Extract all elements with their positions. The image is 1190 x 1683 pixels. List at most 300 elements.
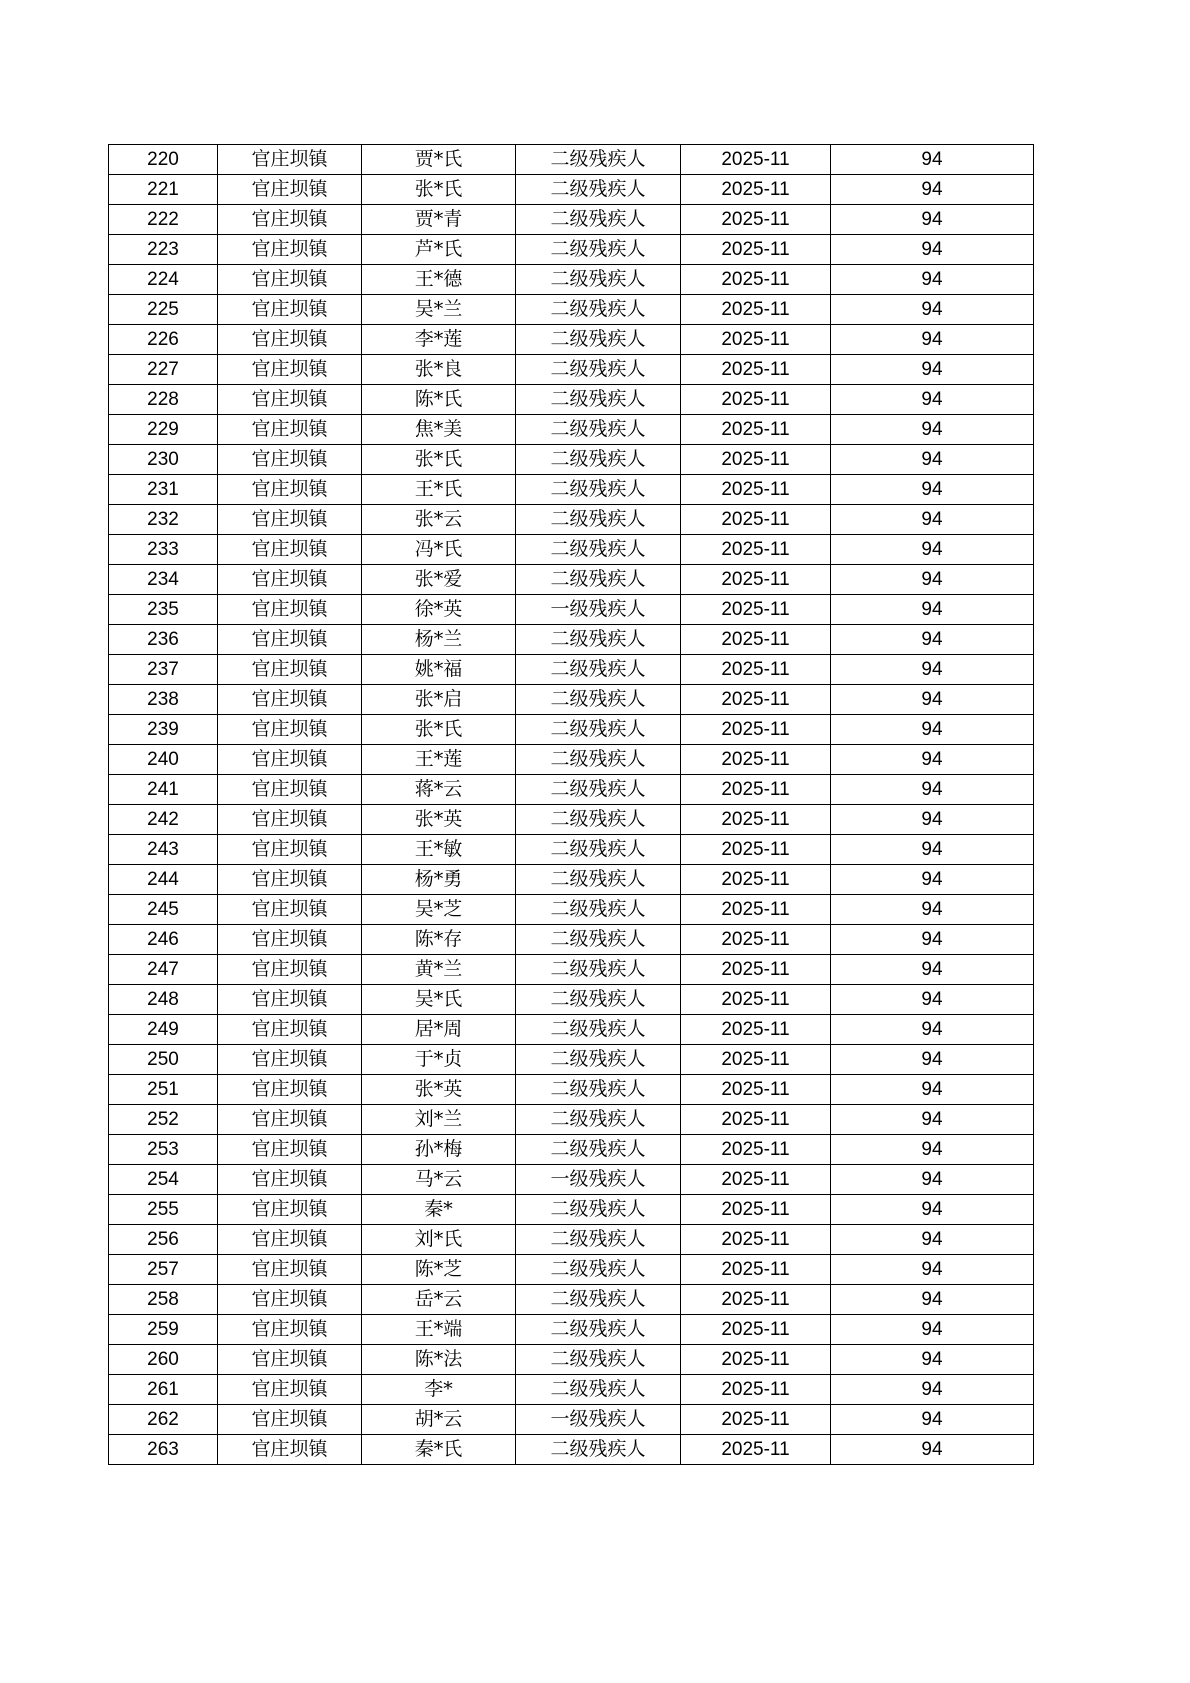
town-cell: 官庄坝镇 xyxy=(218,805,362,835)
town-cell: 官庄坝镇 xyxy=(218,265,362,295)
payment-month-cell: 2025-11 xyxy=(681,415,831,445)
town-cell: 官庄坝镇 xyxy=(218,985,362,1015)
payment-month-cell: 2025-11 xyxy=(681,295,831,325)
table-row xyxy=(109,1075,1034,1105)
town-cell: 官庄坝镇 xyxy=(218,445,362,475)
person-name-cell: 张*启 xyxy=(362,685,516,715)
disability-level-cell: 二级残疾人 xyxy=(516,685,681,715)
person-name-cell: 贾*氏 xyxy=(362,145,516,175)
person-name-cell: 张*云 xyxy=(362,505,516,535)
disability-level-cell: 二级残疾人 xyxy=(516,355,681,385)
row-number-cell: 230 xyxy=(109,445,218,475)
town-cell: 官庄坝镇 xyxy=(218,235,362,265)
person-name-cell: 王*德 xyxy=(362,265,516,295)
amount-cell: 94 xyxy=(831,295,1034,325)
town-cell: 官庄坝镇 xyxy=(218,625,362,655)
disability-level-cell: 二级残疾人 xyxy=(516,715,681,745)
row-number-cell: 226 xyxy=(109,325,218,355)
person-name-cell: 秦*氏 xyxy=(362,1435,516,1465)
disability-level-cell: 二级残疾人 xyxy=(516,1045,681,1075)
row-number-cell: 227 xyxy=(109,355,218,385)
amount-cell: 94 xyxy=(831,1255,1034,1285)
town-cell: 官庄坝镇 xyxy=(218,205,362,235)
table-row xyxy=(109,805,1034,835)
payment-month-cell: 2025-11 xyxy=(681,325,831,355)
row-number-cell: 248 xyxy=(109,985,218,1015)
row-number-cell: 240 xyxy=(109,745,218,775)
payment-month-cell: 2025-11 xyxy=(681,1255,831,1285)
town-cell: 官庄坝镇 xyxy=(218,775,362,805)
disability-level-cell: 二级残疾人 xyxy=(516,895,681,925)
payment-month-cell: 2025-11 xyxy=(681,175,831,205)
town-cell: 官庄坝镇 xyxy=(218,295,362,325)
disability-level-cell: 二级残疾人 xyxy=(516,325,681,355)
table-row xyxy=(109,325,1034,355)
payment-month-cell: 2025-11 xyxy=(681,145,831,175)
disability-level-cell: 二级残疾人 xyxy=(516,835,681,865)
person-name-cell: 王*端 xyxy=(362,1315,516,1345)
row-number-cell: 239 xyxy=(109,715,218,745)
payment-month-cell: 2025-11 xyxy=(681,265,831,295)
table-row xyxy=(109,565,1034,595)
table-row xyxy=(109,625,1034,655)
disability-level-cell: 二级残疾人 xyxy=(516,1195,681,1225)
table-row xyxy=(109,1045,1034,1075)
person-name-cell: 李*莲 xyxy=(362,325,516,355)
table-row xyxy=(109,1105,1034,1135)
payment-month-cell: 2025-11 xyxy=(681,1165,831,1195)
town-cell: 官庄坝镇 xyxy=(218,1405,362,1435)
person-name-cell: 马*云 xyxy=(362,1165,516,1195)
row-number-cell: 238 xyxy=(109,685,218,715)
row-number-cell: 232 xyxy=(109,505,218,535)
row-number-cell: 225 xyxy=(109,295,218,325)
table-row xyxy=(109,595,1034,625)
person-name-cell: 秦* xyxy=(362,1195,516,1225)
amount-cell: 94 xyxy=(831,655,1034,685)
town-cell: 官庄坝镇 xyxy=(218,1045,362,1075)
amount-cell: 94 xyxy=(831,145,1034,175)
amount-cell: 94 xyxy=(831,685,1034,715)
table-row xyxy=(109,505,1034,535)
table-row xyxy=(109,1375,1034,1405)
payment-month-cell: 2025-11 xyxy=(681,535,831,565)
row-number-cell: 255 xyxy=(109,1195,218,1225)
amount-cell: 94 xyxy=(831,1405,1034,1435)
amount-cell: 94 xyxy=(831,1045,1034,1075)
town-cell: 官庄坝镇 xyxy=(218,175,362,205)
person-name-cell: 岳*云 xyxy=(362,1285,516,1315)
town-cell: 官庄坝镇 xyxy=(218,895,362,925)
person-name-cell: 焦*美 xyxy=(362,415,516,445)
payment-month-cell: 2025-11 xyxy=(681,775,831,805)
person-name-cell: 张*英 xyxy=(362,805,516,835)
amount-cell: 94 xyxy=(831,1105,1034,1135)
person-name-cell: 于*贞 xyxy=(362,1045,516,1075)
payment-month-cell: 2025-11 xyxy=(681,745,831,775)
disability-level-cell: 二级残疾人 xyxy=(516,505,681,535)
person-name-cell: 吴*兰 xyxy=(362,295,516,325)
person-name-cell: 王*敏 xyxy=(362,835,516,865)
table-row xyxy=(109,445,1034,475)
town-cell: 官庄坝镇 xyxy=(218,685,362,715)
row-number-cell: 235 xyxy=(109,595,218,625)
person-name-cell: 姚*福 xyxy=(362,655,516,685)
payment-month-cell: 2025-11 xyxy=(681,955,831,985)
disability-level-cell: 二级残疾人 xyxy=(516,625,681,655)
amount-cell: 94 xyxy=(831,175,1034,205)
disability-level-cell: 一级残疾人 xyxy=(516,1405,681,1435)
town-cell: 官庄坝镇 xyxy=(218,1105,362,1135)
amount-cell: 94 xyxy=(831,475,1034,505)
amount-cell: 94 xyxy=(831,385,1034,415)
person-name-cell: 贾*青 xyxy=(362,205,516,235)
amount-cell: 94 xyxy=(831,1345,1034,1375)
amount-cell: 94 xyxy=(831,775,1034,805)
row-number-cell: 262 xyxy=(109,1405,218,1435)
disability-level-cell: 二级残疾人 xyxy=(516,205,681,235)
town-cell: 官庄坝镇 xyxy=(218,1165,362,1195)
person-name-cell: 张*良 xyxy=(362,355,516,385)
row-number-cell: 243 xyxy=(109,835,218,865)
town-cell: 官庄坝镇 xyxy=(218,355,362,385)
town-cell: 官庄坝镇 xyxy=(218,745,362,775)
amount-cell: 94 xyxy=(831,235,1034,265)
amount-cell: 94 xyxy=(831,925,1034,955)
table-row xyxy=(109,1435,1034,1465)
payment-month-cell: 2025-11 xyxy=(681,715,831,745)
payment-month-cell: 2025-11 xyxy=(681,1345,831,1375)
town-cell: 官庄坝镇 xyxy=(218,715,362,745)
town-cell: 官庄坝镇 xyxy=(218,1285,362,1315)
roster-body xyxy=(109,145,1034,1465)
payment-month-cell: 2025-11 xyxy=(681,355,831,385)
amount-cell: 94 xyxy=(831,715,1034,745)
person-name-cell: 黄*兰 xyxy=(362,955,516,985)
person-name-cell: 王*氏 xyxy=(362,475,516,505)
town-cell: 官庄坝镇 xyxy=(218,925,362,955)
table-row xyxy=(109,475,1034,505)
payment-month-cell: 2025-11 xyxy=(681,655,831,685)
person-name-cell: 吴*芝 xyxy=(362,895,516,925)
town-cell: 官庄坝镇 xyxy=(218,1075,362,1105)
row-number-cell: 221 xyxy=(109,175,218,205)
town-cell: 官庄坝镇 xyxy=(218,385,362,415)
payment-month-cell: 2025-11 xyxy=(681,1195,831,1225)
person-name-cell: 陈*氏 xyxy=(362,385,516,415)
table-row xyxy=(109,775,1034,805)
town-cell: 官庄坝镇 xyxy=(218,1015,362,1045)
person-name-cell: 杨*勇 xyxy=(362,865,516,895)
payment-month-cell: 2025-11 xyxy=(681,595,831,625)
person-name-cell: 刘*氏 xyxy=(362,1225,516,1255)
table-row xyxy=(109,1165,1034,1195)
amount-cell: 94 xyxy=(831,865,1034,895)
town-cell: 官庄坝镇 xyxy=(218,1435,362,1465)
table-row xyxy=(109,355,1034,385)
person-name-cell: 居*周 xyxy=(362,1015,516,1045)
row-number-cell: 223 xyxy=(109,235,218,265)
disability-level-cell: 二级残疾人 xyxy=(516,1435,681,1465)
person-name-cell: 张*英 xyxy=(362,1075,516,1105)
disability-level-cell: 二级残疾人 xyxy=(516,175,681,205)
row-number-cell: 253 xyxy=(109,1135,218,1165)
disability-level-cell: 二级残疾人 xyxy=(516,1075,681,1105)
person-name-cell: 张*氏 xyxy=(362,715,516,745)
row-number-cell: 246 xyxy=(109,925,218,955)
person-name-cell: 孙*梅 xyxy=(362,1135,516,1165)
row-number-cell: 242 xyxy=(109,805,218,835)
town-cell: 官庄坝镇 xyxy=(218,505,362,535)
amount-cell: 94 xyxy=(831,505,1034,535)
amount-cell: 94 xyxy=(831,1225,1034,1255)
amount-cell: 94 xyxy=(831,415,1034,445)
payment-month-cell: 2025-11 xyxy=(681,1225,831,1255)
town-cell: 官庄坝镇 xyxy=(218,535,362,565)
row-number-cell: 229 xyxy=(109,415,218,445)
payment-month-cell: 2025-11 xyxy=(681,505,831,535)
table-row xyxy=(109,1195,1034,1225)
disability-level-cell: 二级残疾人 xyxy=(516,475,681,505)
amount-cell: 94 xyxy=(831,1195,1034,1225)
row-number-cell: 251 xyxy=(109,1075,218,1105)
payment-month-cell: 2025-11 xyxy=(681,1045,831,1075)
disability-level-cell: 二级残疾人 xyxy=(516,1105,681,1135)
row-number-cell: 254 xyxy=(109,1165,218,1195)
table-row xyxy=(109,835,1034,865)
town-cell: 官庄坝镇 xyxy=(218,1135,362,1165)
row-number-cell: 236 xyxy=(109,625,218,655)
disability-level-cell: 二级残疾人 xyxy=(516,565,681,595)
row-number-cell: 231 xyxy=(109,475,218,505)
town-cell: 官庄坝镇 xyxy=(218,415,362,445)
amount-cell: 94 xyxy=(831,205,1034,235)
town-cell: 官庄坝镇 xyxy=(218,865,362,895)
disability-level-cell: 二级残疾人 xyxy=(516,265,681,295)
amount-cell: 94 xyxy=(831,1375,1034,1405)
table-row xyxy=(109,415,1034,445)
payment-month-cell: 2025-11 xyxy=(681,1285,831,1315)
person-name-cell: 刘*兰 xyxy=(362,1105,516,1135)
payment-month-cell: 2025-11 xyxy=(681,1375,831,1405)
person-name-cell: 胡*云 xyxy=(362,1405,516,1435)
row-number-cell: 224 xyxy=(109,265,218,295)
disability-level-cell: 二级残疾人 xyxy=(516,145,681,175)
disability-level-cell: 一级残疾人 xyxy=(516,595,681,625)
row-number-cell: 250 xyxy=(109,1045,218,1075)
town-cell: 官庄坝镇 xyxy=(218,145,362,175)
amount-cell: 94 xyxy=(831,565,1034,595)
disability-level-cell: 二级残疾人 xyxy=(516,955,681,985)
payment-month-cell: 2025-11 xyxy=(681,565,831,595)
table-row xyxy=(109,1315,1034,1345)
payment-month-cell: 2025-11 xyxy=(681,685,831,715)
row-number-cell: 220 xyxy=(109,145,218,175)
payment-month-cell: 2025-11 xyxy=(681,865,831,895)
disability-level-cell: 二级残疾人 xyxy=(516,1135,681,1165)
row-number-cell: 228 xyxy=(109,385,218,415)
amount-cell: 94 xyxy=(831,535,1034,565)
payment-month-cell: 2025-11 xyxy=(681,835,831,865)
disability-level-cell: 二级残疾人 xyxy=(516,445,681,475)
table-row xyxy=(109,895,1034,925)
payment-month-cell: 2025-11 xyxy=(681,1135,831,1165)
person-name-cell: 徐*英 xyxy=(362,595,516,625)
payment-month-cell: 2025-11 xyxy=(681,1405,831,1435)
disability-level-cell: 二级残疾人 xyxy=(516,235,681,265)
table-row xyxy=(109,145,1034,175)
amount-cell: 94 xyxy=(831,985,1034,1015)
amount-cell: 94 xyxy=(831,1015,1034,1045)
table-row xyxy=(109,1255,1034,1285)
row-number-cell: 234 xyxy=(109,565,218,595)
row-number-cell: 233 xyxy=(109,535,218,565)
disability-level-cell: 一级残疾人 xyxy=(516,1165,681,1195)
row-number-cell: 263 xyxy=(109,1435,218,1465)
table-row xyxy=(109,985,1034,1015)
row-number-cell: 259 xyxy=(109,1315,218,1345)
disability-level-cell: 二级残疾人 xyxy=(516,775,681,805)
payment-month-cell: 2025-11 xyxy=(681,475,831,505)
payment-month-cell: 2025-11 xyxy=(681,625,831,655)
payment-month-cell: 2025-11 xyxy=(681,445,831,475)
table-row xyxy=(109,685,1034,715)
table-row xyxy=(109,175,1034,205)
amount-cell: 94 xyxy=(831,1285,1034,1315)
person-name-cell: 冯*氏 xyxy=(362,535,516,565)
person-name-cell: 李* xyxy=(362,1375,516,1405)
amount-cell: 94 xyxy=(831,745,1034,775)
town-cell: 官庄坝镇 xyxy=(218,325,362,355)
table-row xyxy=(109,385,1034,415)
amount-cell: 94 xyxy=(831,835,1034,865)
disability-level-cell: 二级残疾人 xyxy=(516,865,681,895)
row-number-cell: 258 xyxy=(109,1285,218,1315)
table-row xyxy=(109,865,1034,895)
table-row xyxy=(109,1225,1034,1255)
row-number-cell: 222 xyxy=(109,205,218,235)
disability-level-cell: 二级残疾人 xyxy=(516,655,681,685)
town-cell: 官庄坝镇 xyxy=(218,1315,362,1345)
amount-cell: 94 xyxy=(831,805,1034,835)
table-row xyxy=(109,745,1034,775)
disability-level-cell: 二级残疾人 xyxy=(516,1225,681,1255)
person-name-cell: 陈*法 xyxy=(362,1345,516,1375)
row-number-cell: 241 xyxy=(109,775,218,805)
table-row xyxy=(109,535,1034,565)
disability-level-cell: 二级残疾人 xyxy=(516,1315,681,1345)
row-number-cell: 249 xyxy=(109,1015,218,1045)
table-row xyxy=(109,235,1034,265)
table-row xyxy=(109,955,1034,985)
person-name-cell: 张*爱 xyxy=(362,565,516,595)
row-number-cell: 245 xyxy=(109,895,218,925)
disability-level-cell: 二级残疾人 xyxy=(516,415,681,445)
disability-level-cell: 二级残疾人 xyxy=(516,1345,681,1375)
town-cell: 官庄坝镇 xyxy=(218,1255,362,1285)
table-row xyxy=(109,1135,1034,1165)
person-name-cell: 张*氏 xyxy=(362,445,516,475)
payment-month-cell: 2025-11 xyxy=(681,235,831,265)
amount-cell: 94 xyxy=(831,355,1034,385)
person-name-cell: 芦*氏 xyxy=(362,235,516,265)
disability-level-cell: 二级残疾人 xyxy=(516,925,681,955)
disability-level-cell: 二级残疾人 xyxy=(516,805,681,835)
disability-level-cell: 二级残疾人 xyxy=(516,1285,681,1315)
amount-cell: 94 xyxy=(831,625,1034,655)
town-cell: 官庄坝镇 xyxy=(218,565,362,595)
person-name-cell: 蒋*云 xyxy=(362,775,516,805)
town-cell: 官庄坝镇 xyxy=(218,955,362,985)
amount-cell: 94 xyxy=(831,955,1034,985)
amount-cell: 94 xyxy=(831,595,1034,625)
row-number-cell: 256 xyxy=(109,1225,218,1255)
table-row xyxy=(109,265,1034,295)
amount-cell: 94 xyxy=(831,265,1034,295)
disability-level-cell: 二级残疾人 xyxy=(516,1255,681,1285)
payment-month-cell: 2025-11 xyxy=(681,1315,831,1345)
payment-month-cell: 2025-11 xyxy=(681,895,831,925)
table-row xyxy=(109,715,1034,745)
amount-cell: 94 xyxy=(831,1165,1034,1195)
table-row xyxy=(109,205,1034,235)
row-number-cell: 252 xyxy=(109,1105,218,1135)
row-number-cell: 257 xyxy=(109,1255,218,1285)
table-row xyxy=(109,1015,1034,1045)
payment-month-cell: 2025-11 xyxy=(681,985,831,1015)
disability-level-cell: 二级残疾人 xyxy=(516,745,681,775)
disability-level-cell: 二级残疾人 xyxy=(516,1375,681,1405)
person-name-cell: 张*氏 xyxy=(362,175,516,205)
town-cell: 官庄坝镇 xyxy=(218,1195,362,1225)
person-name-cell: 陈*芝 xyxy=(362,1255,516,1285)
person-name-cell: 杨*兰 xyxy=(362,625,516,655)
table-row xyxy=(109,1285,1034,1315)
row-number-cell: 260 xyxy=(109,1345,218,1375)
payment-month-cell: 2025-11 xyxy=(681,205,831,235)
payment-month-cell: 2025-11 xyxy=(681,1075,831,1105)
town-cell: 官庄坝镇 xyxy=(218,835,362,865)
table-row xyxy=(109,655,1034,685)
payment-month-cell: 2025-11 xyxy=(681,925,831,955)
table-row xyxy=(109,925,1034,955)
row-number-cell: 237 xyxy=(109,655,218,685)
person-name-cell: 王*莲 xyxy=(362,745,516,775)
disability-level-cell: 二级残疾人 xyxy=(516,295,681,325)
town-cell: 官庄坝镇 xyxy=(218,595,362,625)
amount-cell: 94 xyxy=(831,325,1034,355)
payment-month-cell: 2025-11 xyxy=(681,1015,831,1045)
town-cell: 官庄坝镇 xyxy=(218,655,362,685)
town-cell: 官庄坝镇 xyxy=(218,1375,362,1405)
row-number-cell: 244 xyxy=(109,865,218,895)
town-cell: 官庄坝镇 xyxy=(218,475,362,505)
disability-level-cell: 二级残疾人 xyxy=(516,985,681,1015)
town-cell: 官庄坝镇 xyxy=(218,1345,362,1375)
amount-cell: 94 xyxy=(831,1135,1034,1165)
roster-table xyxy=(108,144,1034,1465)
payment-month-cell: 2025-11 xyxy=(681,385,831,415)
person-name-cell: 陈*存 xyxy=(362,925,516,955)
disability-level-cell: 二级残疾人 xyxy=(516,535,681,565)
payment-month-cell: 2025-11 xyxy=(681,805,831,835)
amount-cell: 94 xyxy=(831,1315,1034,1345)
table-row xyxy=(109,1345,1034,1375)
disability-level-cell: 二级残疾人 xyxy=(516,385,681,415)
table-row xyxy=(109,1405,1034,1435)
town-cell: 官庄坝镇 xyxy=(218,1225,362,1255)
disability-level-cell: 二级残疾人 xyxy=(516,1015,681,1045)
